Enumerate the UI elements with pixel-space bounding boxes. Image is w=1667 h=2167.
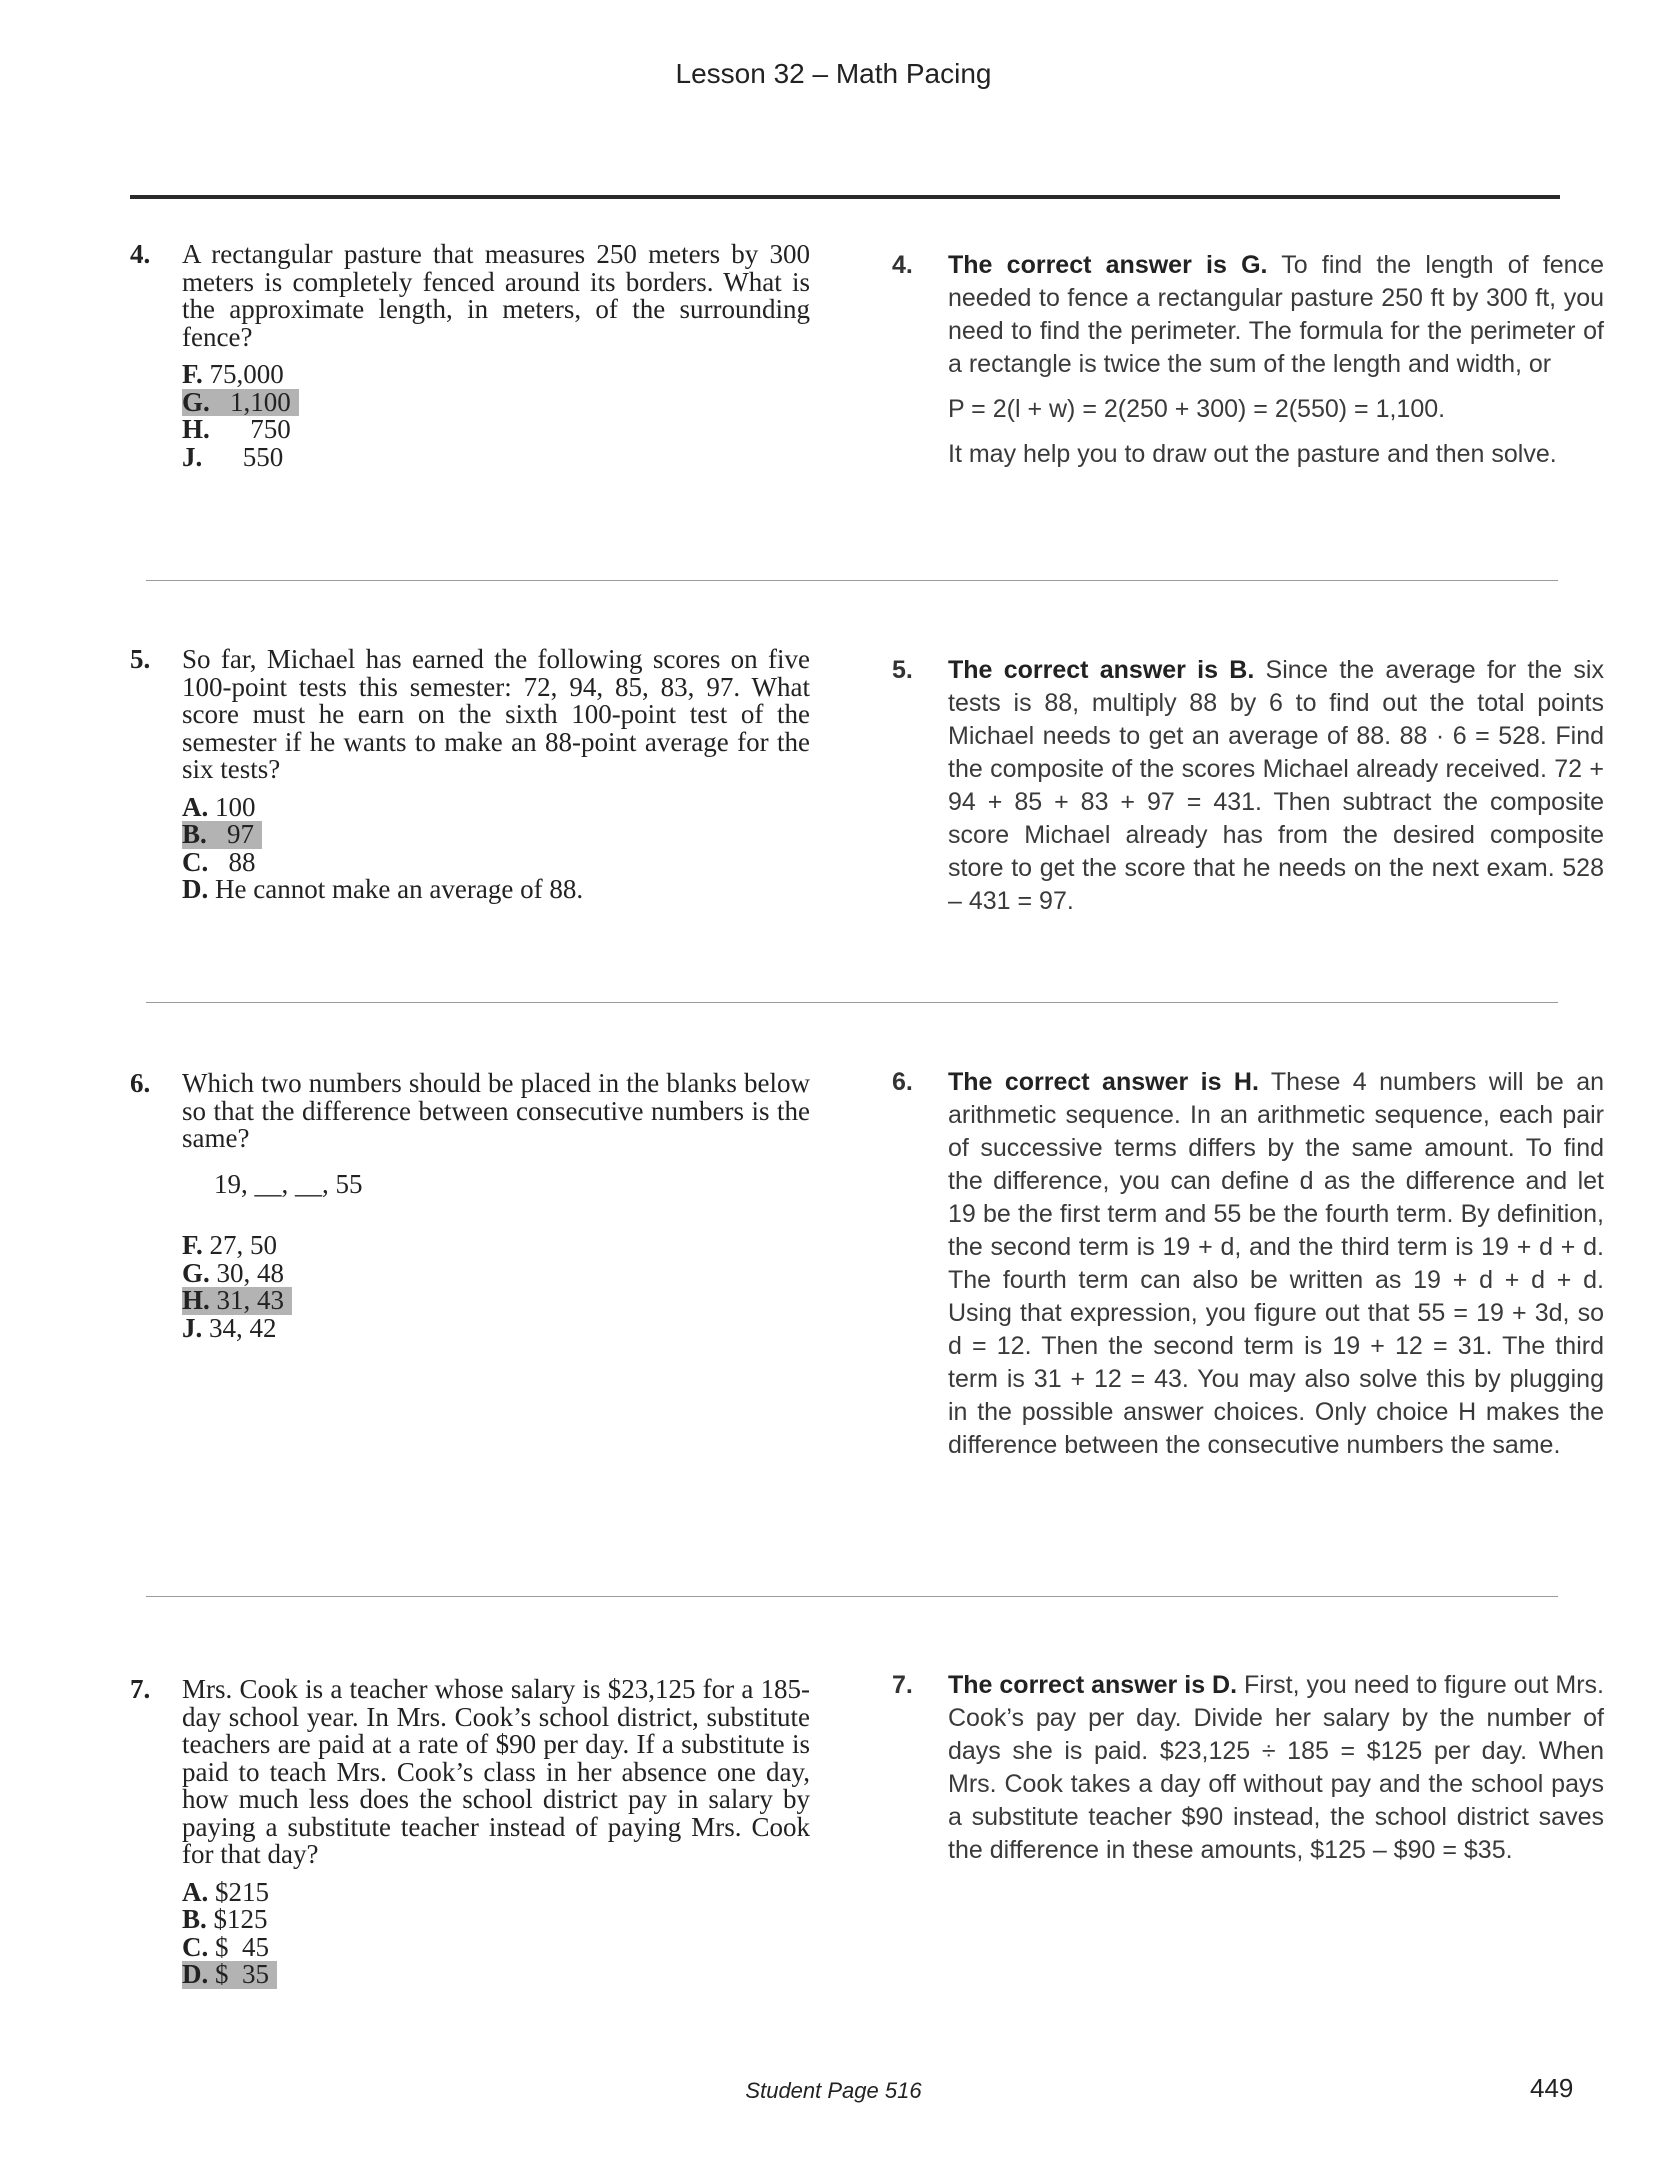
answer-choices bbox=[182, 1876, 810, 1989]
choice-d-highlighted: D. $ 35 bbox=[182, 1961, 277, 1989]
number-sequence: 19, __, __, 55 bbox=[214, 1168, 363, 1199]
answer-number: 6. bbox=[892, 1068, 913, 1096]
choice-g-highlighted: G. 1,100 bbox=[182, 389, 299, 417]
choice-g: G. 30, 48 bbox=[182, 1257, 285, 1288]
choice-b: B. $125 bbox=[182, 1904, 268, 1934]
question-number: 5. bbox=[130, 644, 151, 674]
choice-d: D. He cannot make an average of 88. bbox=[182, 874, 584, 904]
section-divider bbox=[146, 1002, 1558, 1003]
answer-explanation: The correct answer is G. To find the length of fence needed to fence a rectangular pasture 250 ft by 300 ft, you need to find the perimeter. The formula for the perimeter of a rectangle is twice the sum of the length and width, or bbox=[948, 251, 1604, 378]
answer-explanation: The correct answer is H. These 4 numbers will be an arithmetic sequence. In an arithmetic sequence, each pair of successive terms differs by the same amount. To find the difference, you can define d as the difference and let 19 be the first term and 55 be the fourth term. By definition, the second term is 19 + d, and the third term is 19 + d + d. The fourth term can also be written as 19 + d + d + d. Using that expression, you figure out that 55 = 19 + 3d, so d = 12. Then the second term is 19 + 12 = 31. The third term is 31 + 12 = 43. You may also solve this by plugging in the possible answer choices. Only choice H makes the difference between the consecutive numbers the same. bbox=[948, 1068, 1605, 1459]
question-text: So far, Michael has earned the following scores on five 100-point tests this semester: 72, 94, 85, 83, 97. What score must he earn on the sixth 100-point test of the semester if he wants to make an 88-point average for the six tests? bbox=[182, 644, 810, 784]
answer-choices bbox=[182, 361, 810, 471]
student-page-label: Student Page 516 bbox=[745, 2078, 922, 2103]
answer-note: It may help you to draw out the pasture and then solve. bbox=[948, 440, 1557, 468]
answer-7 bbox=[892, 1669, 1604, 1867]
choice-f: F. 27, 50 bbox=[182, 1230, 278, 1260]
answer-choices bbox=[182, 1232, 810, 1342]
answer-6 bbox=[892, 1066, 1604, 1462]
choice-j: J. 34, 42 bbox=[182, 1312, 277, 1343]
choice-h: H. 750 bbox=[182, 414, 291, 444]
choice-b-highlighted: B. 97 bbox=[182, 821, 262, 849]
answer-explanation: The correct answer is D. First, you need to figure out Mrs. Cook’s pay per day. Divide her salary by the number of days she is paid. $23,125 ÷ 185 = $125 per day. When Mrs. Cook takes a day off without pay and the school pays a substitute teacher $90 instead, the school district saves the difference in these amounts, $125 – $90 = $35. bbox=[948, 1671, 1604, 1864]
question-number: 6. bbox=[130, 1068, 151, 1098]
page-header-title: Lesson 32 – Math Pacing bbox=[675, 58, 992, 89]
question-text: A rectangular pasture that measures 250 meters by 300 meters is completely fenced around its borders. What is the approximate length, in meters, of the surrounding fence? bbox=[182, 239, 810, 352]
choice-a: A. 100 bbox=[182, 791, 256, 822]
answer-key: The correct answer is B. bbox=[948, 656, 1255, 684]
answer-number: 4. bbox=[892, 251, 913, 279]
answer-5 bbox=[892, 654, 1604, 918]
question-text: Which two numbers should be placed in the blanks below so that the difference between consecutive numbers is the same? bbox=[182, 1068, 810, 1153]
choice-c: C. 88 bbox=[182, 846, 256, 877]
question-7 bbox=[130, 1676, 810, 1989]
question-number: 7. bbox=[130, 1674, 151, 1704]
answer-key: The correct answer is G. bbox=[948, 251, 1268, 279]
answer-number: 5. bbox=[892, 656, 913, 684]
answer-choices bbox=[182, 791, 810, 904]
choice-j: J. 550 bbox=[182, 441, 284, 472]
header-rule bbox=[130, 195, 1560, 199]
answer-key: The correct answer is D. bbox=[948, 1671, 1238, 1699]
question-4 bbox=[130, 241, 810, 471]
question-number: 4. bbox=[130, 239, 151, 269]
question-5 bbox=[130, 646, 810, 904]
choice-a: A. $215 bbox=[182, 1876, 269, 1907]
answer-explanation: The correct answer is B. Since the average for the six tests is 88, multiply 88 by 6 to find out the total points Michael needs to get an average of 88. 88 · 6 = 528. Find the composite of the scores Michael already received. 72 + 94 + 85 + 83 + 97 = 431. Then subtract the composite score Michael already has from the desired composite store to get the score that he needs on the next exam. 528 – 431 = 97. bbox=[948, 656, 1604, 915]
answer-formula: P = 2(l + w) = 2(250 + 300) = 2(550) = 1,100. bbox=[948, 395, 1446, 423]
question-6 bbox=[130, 1070, 810, 1342]
answer-number: 7. bbox=[892, 1671, 913, 1699]
page-number: 449 bbox=[1530, 2073, 1574, 2103]
section-divider bbox=[146, 1596, 1558, 1597]
answer-4 bbox=[892, 249, 1604, 471]
section-divider bbox=[146, 580, 1558, 581]
answer-key: The correct answer is H. bbox=[948, 1068, 1259, 1096]
choice-c: C. $ 45 bbox=[182, 1931, 269, 1962]
choice-f: F. 75,000 bbox=[182, 359, 284, 389]
choice-h-highlighted: H. 31, 43 bbox=[182, 1287, 292, 1315]
question-text: Mrs. Cook is a teacher whose salary is $23,125 for a 185-day school year. In Mrs. Cook’s school district, substitute teachers are paid at a rate of $90 per day. If a substitute is paid to teach Mrs. Cook’s class in her absence one day, how much less does the school district pay in salary by paying a substitute teacher instead of paying Mrs. Cook for that day? bbox=[182, 1674, 810, 1869]
